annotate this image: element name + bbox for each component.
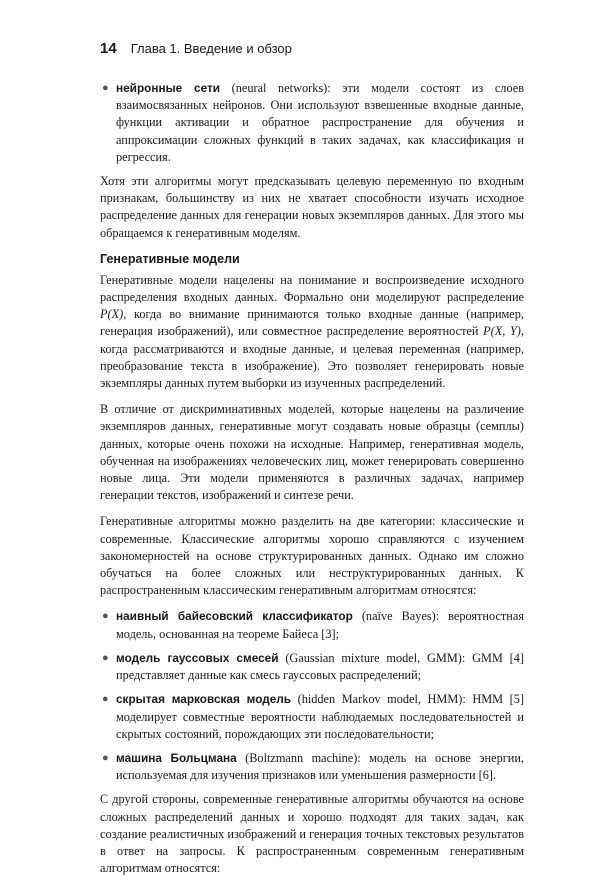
bullet-term: нейронные сети <box>116 81 221 95</box>
section-heading: Генеративные модели <box>100 251 240 266</box>
bullet-naive-bayes <box>100 608 524 642</box>
page-number: 14 <box>100 40 117 57</box>
bullet-text: (Boltzmann machine): модель на основе энергии, используемая для изучения признаков или уменьшения размерности [6]. <box>116 750 524 783</box>
bullet-dot-icon: ● <box>102 751 109 764</box>
bullet-neural-networks <box>100 80 524 166</box>
bullet-boltzmann <box>100 750 524 784</box>
bullet-term: скрытая марковская модель <box>116 692 292 707</box>
bullet-text: (neural networks): эти модели состоят из слоев взаимосвязанных нейронов. Они используют взвешенные входные данные, функции активации и обратное распространение для обучения и аппроксимации сложных функций в таких задачах, как классификация и регрессия. <box>116 81 525 164</box>
chapter-title: Глава 1. Введение и обзор <box>130 41 292 56</box>
bullet-hmm <box>100 691 524 743</box>
bullet-text: (Gaussian mixture model, GMM): GMM [4] представляет данные как смесь гауссовых распределений; <box>116 650 525 683</box>
bullet-dot-icon: ● <box>102 82 109 94</box>
bullet-text: (naïve Bayes): вероятностная модель, основанная на теореме Байеса [3]; <box>116 609 524 641</box>
bullet-dot-icon: ● <box>102 651 109 664</box>
page-body <box>100 80 524 886</box>
paragraph-generative-intro <box>100 272 524 392</box>
paragraph: Генеративные алгоритмы можно разделить на две категории: классические и современные. Классические алгоритмы хорошо справляются с изучением закономерностей на основе структурированных данных. Однако им сложно обучаться на более сложных или неструктурированных данных. К распространенным классическим генеративным алгоритмам относятся: <box>100 514 524 598</box>
bullet-dot-icon: ● <box>102 610 109 623</box>
formula-pxy: P(X, Y) <box>483 324 521 339</box>
paragraph: В отличие от дискриминативных моделей, которые нацелены на различение экземпляров данных, генеративные могут создавать новые образцы (семплы) данных, которые очень похожи на исходные. Например, генеративная модель, обученная на изображениях человеческих лиц, может генерировать совершенно новые лица. Эти модели применяются в различных задачах, например генерации текстов, изображений и синтезе речи. <box>100 402 524 503</box>
text-run: , когда рассматриваются и входные данные, и целевая переменная (например, преобразование текста в изображение). Это позволяет генерировать новые экземпляры данных путем выборки из изученных распределений. <box>100 324 524 391</box>
text-run: Генеративные модели нацелены на понимание и воспроизведение исходного распределения входных данных. Формально они моделируют распределение <box>100 272 524 305</box>
bullet-gmm <box>100 650 524 684</box>
bullet-term: машина Больцмана <box>116 750 237 765</box>
bullet-term: модель гауссовых смесей <box>116 650 279 665</box>
bullet-text: (hidden Markov model, HMM): HMM [5] моделирует совместные вероятности наблюдаемых последовательностей и скрытых состояний, порождающих эти последовательности; <box>116 692 524 741</box>
formula-px: P(X) <box>100 307 124 322</box>
bullet-dot-icon: ● <box>102 693 109 706</box>
paragraph: Хотя эти алгоритмы могут предсказывать целевую переменную по входным признакам, большинству из них не хватает способности изучать исходное распределение данных для генерации новых экземпляров данных. Для этого мы обращаемся к генеративным моделям. <box>100 174 524 240</box>
bullet-term: наивный байесовский классификатор <box>116 609 353 624</box>
running-head <box>100 40 292 58</box>
paragraph: С другой стороны, современные генеративные алгоритмы обучаются на основе сложных распределений данных и хорошо подходят для таких задач, как создание реалистичных изображений и генерация точных текстовых результатов в ответ на запросы. К распространенным современным генеративным алгоритмам относятся: <box>100 792 524 876</box>
text-run: , когда во внимание принимаются только входные данные (например, генерация изображений), или совместное распределение вероятностей <box>100 307 524 339</box>
